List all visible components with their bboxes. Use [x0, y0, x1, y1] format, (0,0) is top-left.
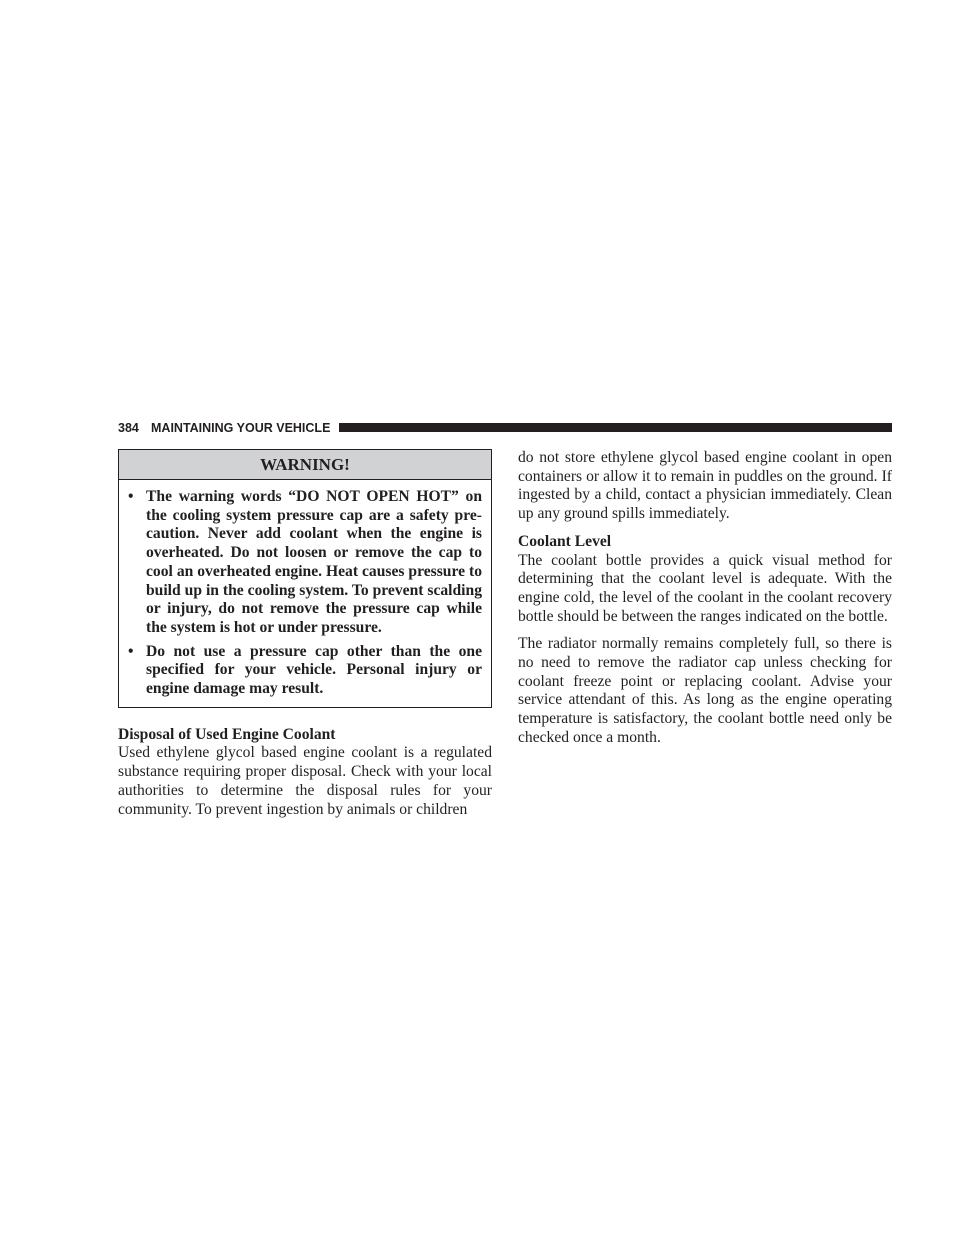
section-title: MAINTAINING YOUR VEHICLE — [151, 421, 331, 435]
disposal-text: Used ethylene glycol based engine coolant is a regulated substance requiring proper disposal. Check with your local authorities to determine the disposal rules for your community. To prevent ingestion by animals or children — [118, 744, 492, 818]
disposal-text-continued: do not store ethylene glycol based engine coolant in open containers or allow it to remain in puddles on the ground. If ingested by a child, contact a physician immediately. Clean up any ground spills immediately. — [518, 449, 892, 523]
warning-box — [118, 449, 492, 708]
bullet-icon: • — [128, 642, 134, 660]
warning-title: WARNING! — [119, 450, 491, 480]
header-rule — [339, 423, 892, 432]
coolant-level-paragraph: The coolant bottle provides a quick visual method for determining that the coolant level is adequate. With the engine cold, the level of the coolant in the coolant recovery bottle should be between the ranges indicated on the bottle. — [518, 551, 892, 625]
bullet-icon: • — [128, 488, 134, 505]
left-column — [118, 449, 492, 819]
warning-item-text: The warning words “DO NOT OPEN HOT” on the cooling system pressure cap are a safety precaution. Never add coolant when the engine is overheated. Do not loosen or remove the cap to cool an overheated engine. Heat causes pressure to build up in the cooling system. To prevent scalding or injury, do not remove the pressure cap while the system is hot or under pressure. — [146, 488, 482, 636]
right-column — [518, 449, 892, 748]
warning-item — [128, 643, 482, 699]
page-header — [118, 419, 892, 437]
disposal-heading: Disposal of Used Engine Coolant — [118, 725, 336, 743]
warning-body — [119, 480, 491, 707]
page-number: 384 — [118, 421, 139, 435]
coolant-level-paragraph: The radiator normally remains completely full, so there is no need to remove the radiator cap unless checking for coolant freeze point or replacing coolant. Advise your service attendant of this. As long as the engine operating temperature is satisfactory, the coolant bottle need only be checked once a month. — [518, 635, 892, 746]
warning-item-text: Do not use a pressure cap other than the one specified for your vehicle. Personal injury or engine damage may result. — [146, 642, 482, 698]
coolant-level-heading: Coolant Level — [518, 532, 612, 550]
warning-item — [128, 488, 482, 638]
